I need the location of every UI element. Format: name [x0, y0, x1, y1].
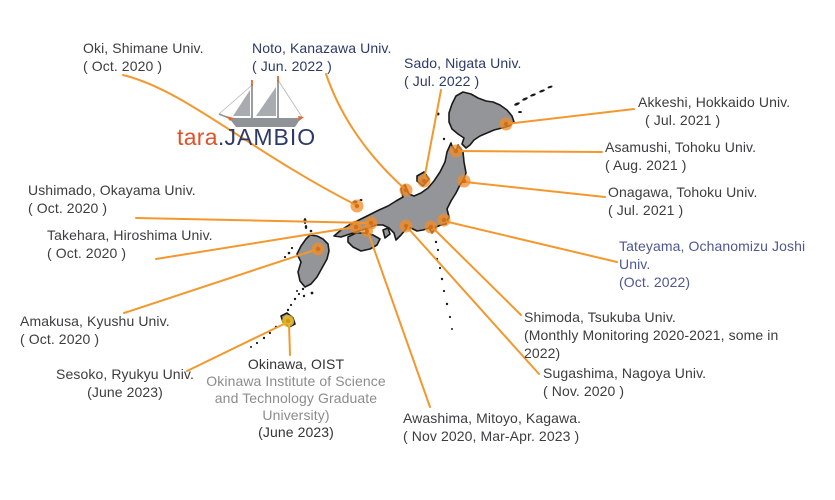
sailing-ship-icon: [219, 76, 304, 127]
logo-tara-text: tara: [177, 124, 218, 150]
site-name: Awashima, Mitoyo, Kagawa.: [403, 410, 582, 426]
site-name: Shimoda, Tsukuba Univ.: [524, 309, 676, 325]
island-awaji: [383, 228, 390, 238]
site-label-oki: [83, 39, 204, 75]
site-date: (Oct. 2022): [619, 274, 691, 290]
site-label-shimoda: [524, 308, 778, 362]
site-date: ( Oct. 2020 ): [28, 200, 108, 216]
site-date: (June 2023): [87, 384, 163, 400]
leader-onagawa: [465, 182, 605, 197]
island-kyushu: [297, 235, 329, 287]
site-date: (Monthly Monitoring 2020-2021, some in: [524, 327, 779, 343]
site-name: Asamushi, Tohoku Univ.: [605, 139, 757, 155]
site-label-noto: [252, 39, 391, 75]
leader-asamushi: [457, 151, 602, 152]
leader-noto: [326, 74, 405, 189]
site-label-asamushi: [605, 138, 756, 174]
site-marker-takehara: [350, 221, 363, 234]
site-date: ( Oct. 2020 ): [20, 331, 100, 347]
tara-jambio-logo: [177, 124, 316, 151]
site-marker-awashima: [361, 225, 373, 237]
site-date: ( Jul. 2022 ): [404, 73, 480, 89]
site-date: ( Oct. 2020 ): [47, 245, 127, 261]
site-marker-okinawa: [282, 315, 294, 327]
site-name: Sado, Nigata Univ.: [404, 55, 522, 71]
logo-dot: .: [217, 124, 225, 150]
leader-akkeshi: [506, 109, 634, 124]
site-marker-noto: [400, 184, 413, 197]
site-marker-tateyama: [438, 214, 451, 227]
site-marker-sado: [418, 175, 431, 188]
leader-tateyama: [444, 221, 617, 262]
site-name: Okinawa, OIST: [247, 356, 345, 372]
site-date: ( Aug. 2021 ): [605, 157, 687, 173]
site-label-okinawa: [191, 356, 401, 441]
site-date: ( Jul. 2021 ): [645, 112, 721, 128]
site-label-ushimado: [28, 181, 196, 217]
site-date: (June 2023): [258, 424, 334, 440]
site-marker-asamushi: [450, 145, 463, 158]
site-label-sesoko: [40, 365, 210, 401]
site-fullname-2: and Technology Graduate: [214, 390, 378, 406]
site-label-akkeshi: [638, 93, 790, 129]
site-label-onagawa: [608, 183, 757, 219]
site-name: Sesoko, Ryukyu Univ.: [56, 366, 194, 382]
site-name: Amakusa, Kyushu Univ.: [20, 313, 170, 329]
site-date: ( Nov 2020, Mar-Apr. 2023 ): [403, 428, 580, 444]
site-fullname-3: University): [262, 407, 330, 423]
site-marker-onagawa: [458, 175, 471, 188]
site-label-awashima: [403, 409, 581, 445]
site-label-sugashima: [543, 364, 706, 400]
site-marker-amakusa: [312, 243, 325, 256]
site-label-takehara: [47, 226, 213, 262]
site-name: Tateyama, Ochanomizu Joshi: [619, 238, 806, 254]
leader-okinawa: [289, 324, 290, 355]
site-name: Akkeshi, Hokkaido Univ.: [638, 94, 791, 110]
leader-ushimado: [136, 218, 370, 223]
site-name: Oki, Shimane Univ.: [83, 40, 204, 56]
site-label-tateyama: [619, 237, 805, 291]
site-date: ( Oct. 2020 ): [83, 58, 163, 74]
site-date: ( Jun. 2022 ): [252, 58, 332, 74]
site-marker-akkeshi: [500, 118, 513, 131]
site-date: ( Nov. 2020 ): [543, 383, 625, 399]
site-name: Ushimado, Okayama Univ.: [28, 182, 196, 198]
site-date: ( Jul. 2021 ): [608, 202, 684, 218]
site-marker-shimoda: [425, 221, 438, 234]
site-marker-sugashima: [400, 220, 413, 233]
site-label-sado: [404, 54, 522, 90]
leader-sado: [424, 90, 441, 180]
logo-jambio-text: JAMBIO: [224, 124, 317, 150]
site-name-2: Univ.: [619, 256, 651, 272]
site-name: Sugashima, Nagoya Univ.: [543, 365, 707, 381]
site-marker-oki: [351, 200, 364, 213]
site-name: Onagawa, Tohoku Univ.: [608, 184, 758, 200]
leader-sugashima: [407, 227, 539, 374]
site-fullname-1: Okinawa Institute of Science: [206, 373, 386, 389]
site-name: Noto, Kanazawa Univ.: [252, 40, 392, 56]
site-label-amakusa: [20, 312, 170, 348]
site-date-2: 2022): [524, 345, 561, 361]
site-name: Takehara, Hiroshima Univ.: [47, 227, 213, 243]
